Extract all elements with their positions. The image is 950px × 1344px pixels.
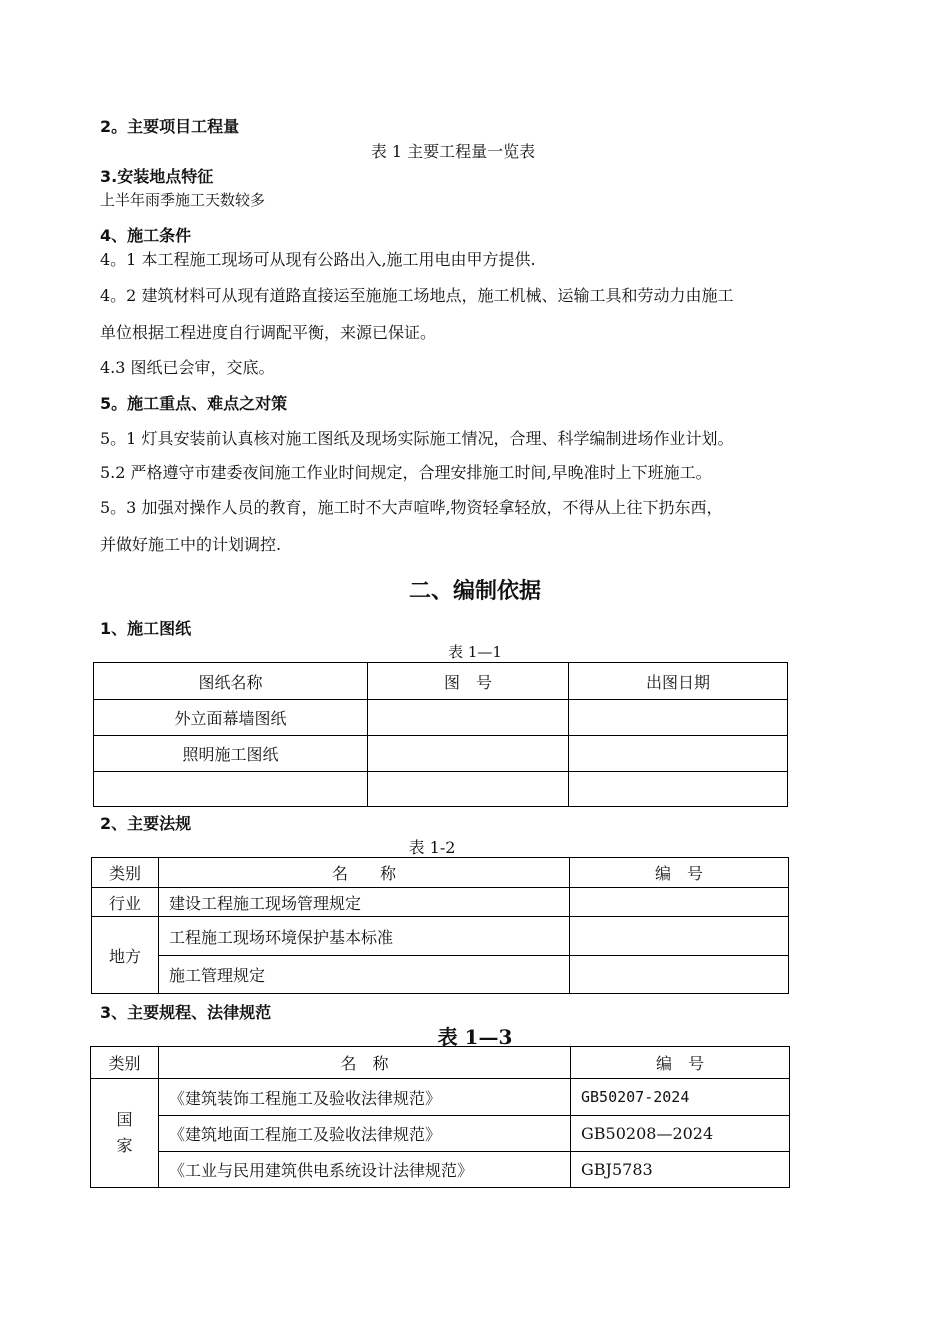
standard-code-cell: GB50207-2024 <box>571 1079 790 1116</box>
section-5-paragraph-3-line-2: 并做好施工中的计划调控. <box>100 535 282 554</box>
section-4-heading: 4、施工条件 <box>100 226 192 245</box>
category-cell: 行业 <box>92 888 159 917</box>
section-4-paragraph-2-line-1: 4。2 建筑材料可从现有道路直接运至施施工场地点，施工机械、运输工具和劳动力由施工 <box>100 286 734 305</box>
section-4-paragraph-3: 4.3 图纸已会审，交底。 <box>100 358 275 377</box>
standard-name-cell: 《建筑地面工程施工及验收法律规范》 <box>159 1116 571 1152</box>
table-1-2-caption: 表 1-2 <box>408 838 456 857</box>
basis-2-heading: 2、主要法规 <box>100 814 192 833</box>
category-cell: 国 家 <box>91 1079 159 1188</box>
table-row <box>94 700 788 736</box>
standard-code-cell: GBJ5783 <box>571 1152 790 1188</box>
header-name: 名 称 <box>159 1047 571 1079</box>
section-5-paragraph-3-line-1: 5。3 加强对操作人员的教育，施工时不大声喧哗,物资轻拿轻放，不得从上往下扔东西， <box>100 498 723 517</box>
header-drawing-number: 图 号 <box>368 663 569 700</box>
drawing-name-cell: 照明施工图纸 <box>94 736 368 772</box>
section-4-paragraph-2-line-2: 单位根据工程进度自行调配平衡，来源已保证。 <box>100 323 437 342</box>
standard-code-cell: GB50208—2024 <box>571 1116 790 1152</box>
regulation-code-cell <box>570 956 789 994</box>
basis-3-heading: 3、主要规程、法律规范 <box>100 1003 272 1022</box>
table-1-1-caption: 表 1—1 <box>448 643 502 661</box>
table-row <box>94 736 788 772</box>
regulation-code-cell <box>570 917 789 956</box>
standard-name-cell: 《工业与民用建筑供电系统设计法律规范》 <box>159 1152 571 1188</box>
section-3-text: 上半年雨季施工天数较多 <box>100 191 266 209</box>
header-name: 名 称 <box>159 858 570 888</box>
table-row <box>94 772 788 807</box>
section-5-heading: 5。施工重点、难点之对策 <box>100 394 288 413</box>
header-category: 类别 <box>91 1047 159 1079</box>
issue-date-cell <box>569 772 788 807</box>
section-5-paragraph-1: 5。1 灯具安装前认真核对施工图纸及现场实际施工情况，合理、科学编制进场作业计划。 <box>100 429 734 448</box>
section-3-heading: 3.安装地点特征 <box>100 167 214 186</box>
drawing-name-cell: 外立面幕墙图纸 <box>94 700 368 736</box>
regulation-code-cell <box>570 888 789 917</box>
standard-name-cell: 《建筑装饰工程施工及验收法律规范》 <box>159 1079 571 1116</box>
section-5-paragraph-2: 5.2 严格遵守市建委夜间施工作业时间规定，合理安排施工时间,早晚准时上下班施工。 <box>100 463 712 482</box>
section-4-paragraph-1: 4。1 本工程施工现场可从现有公路出入,施工用电由甲方提供. <box>100 250 536 269</box>
table-row <box>91 1116 790 1152</box>
table-row <box>91 1152 790 1188</box>
table-row <box>91 1079 790 1116</box>
header-code: 编 号 <box>571 1047 790 1079</box>
drawing-name-cell <box>94 772 368 807</box>
basis-1-heading: 1、施工图纸 <box>100 619 192 638</box>
section-2-heading: 2。主要项目工程量 <box>100 117 240 136</box>
standards-table <box>90 1046 790 1188</box>
header-drawing-name: 图纸名称 <box>94 663 368 700</box>
table-row <box>92 917 789 956</box>
regulation-name-cell: 建设工程施工现场管理规定 <box>159 888 570 917</box>
regulations-table <box>91 857 789 994</box>
issue-date-cell <box>569 736 788 772</box>
category-cell: 地方 <box>92 917 159 994</box>
table-1-3-caption: 表 1—3 <box>437 1025 513 1049</box>
drawings-table <box>93 662 788 807</box>
issue-date-cell <box>569 700 788 736</box>
header-category: 类别 <box>92 858 159 888</box>
table-row <box>92 888 789 917</box>
table-row <box>92 956 789 994</box>
header-issue-date: 出图日期 <box>569 663 788 700</box>
drawing-number-cell <box>368 700 569 736</box>
table-1-caption: 表 1 主要工程量一览表 <box>370 142 536 161</box>
drawing-number-cell <box>368 772 569 807</box>
regulation-name-cell: 施工管理规定 <box>159 956 570 994</box>
header-code: 编 号 <box>570 858 789 888</box>
chapter-2-title: 二、编制依据 <box>408 579 541 604</box>
regulation-name-cell: 工程施工现场环境保护基本标准 <box>159 917 570 956</box>
drawing-number-cell <box>368 736 569 772</box>
